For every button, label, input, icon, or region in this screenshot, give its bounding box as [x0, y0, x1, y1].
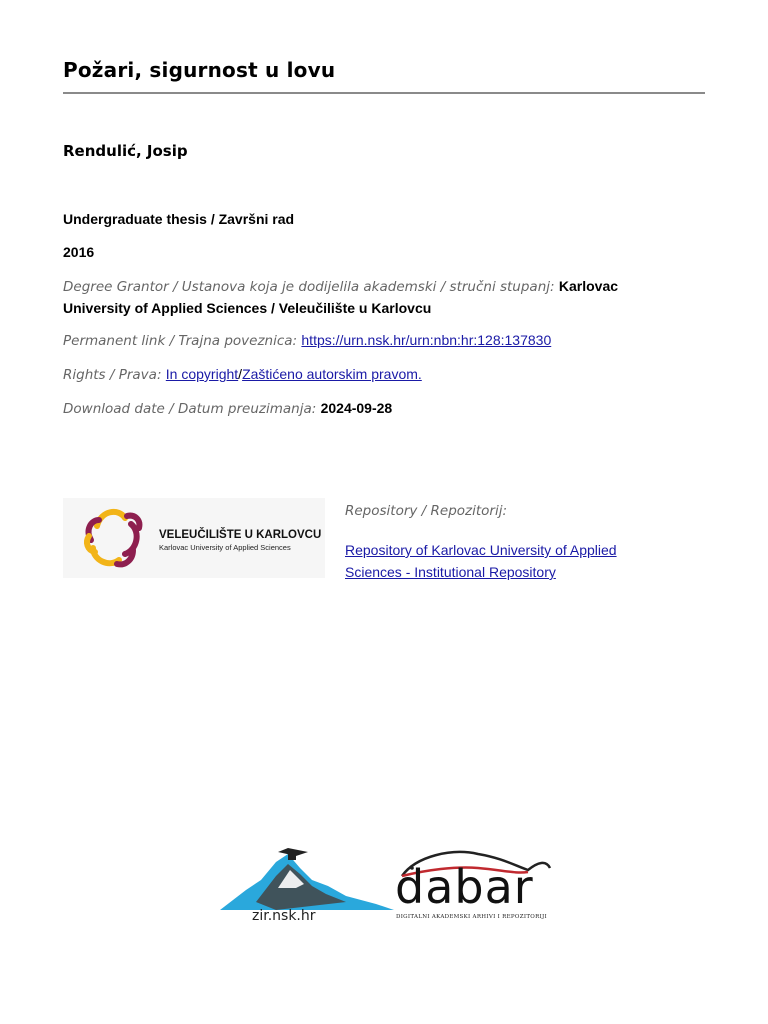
- title-divider: [63, 92, 705, 94]
- institution-emblem-icon: [75, 498, 155, 578]
- dabar-subtitle: DIGITALNI AKADEMSKI ARHIVI I REPOZITORIJI: [396, 914, 547, 920]
- document-title: Požari, sigurnost u lovu: [63, 58, 336, 82]
- rights-separator: /: [238, 366, 243, 382]
- rights-link-in-copyright[interactable]: In copyright: [165, 366, 239, 382]
- permanent-link[interactable]: https://urn.nsk.hr/urn:nbn:hr:128:137830: [301, 332, 552, 348]
- author-name: Rendulić, Josip: [63, 142, 188, 160]
- repository-link[interactable]: Repository of Karlovac University of Applied Sciences - Institutional Repository: [345, 542, 617, 580]
- degree-grantor-value: Karlovac University of Applied Sciences / Veleučilište u Karlovcu: [63, 278, 619, 316]
- repository-link-wrapper: [345, 539, 645, 583]
- download-date-label: Download date / Datum preuzimanja:: [63, 401, 317, 417]
- dabar-logo-text: dabar: [395, 860, 534, 914]
- permanent-link-row: [63, 330, 673, 352]
- rights-row: [63, 364, 673, 386]
- permanent-link-label: Permanent link / Trajna poveznica:: [63, 333, 298, 349]
- document-year: 2016: [63, 244, 95, 260]
- institution-subtitle: Karlovac University of Applied Sciences: [159, 543, 291, 552]
- rights-link-zasticeno[interactable]: Zaštićeno autorskim pravom.: [242, 366, 422, 382]
- download-date-row: [63, 398, 673, 420]
- repository-label: Repository / Repozitorij:: [345, 503, 508, 519]
- rights-label: Rights / Prava:: [63, 367, 162, 383]
- download-date-value: 2024-09-28: [320, 400, 393, 416]
- degree-grantor-row: [63, 276, 673, 320]
- degree-grantor-label: Degree Grantor / Ustanova koja je dodijelila akademski / stručni stupanj:: [63, 279, 555, 295]
- institution-name: VELEUČILIŠTE U KARLOVCU: [159, 529, 322, 541]
- institution-logo: [63, 498, 325, 578]
- document-type: Undergraduate thesis / Završni rad: [63, 211, 295, 227]
- zir-logo-text: zir.nsk.hr: [252, 908, 316, 924]
